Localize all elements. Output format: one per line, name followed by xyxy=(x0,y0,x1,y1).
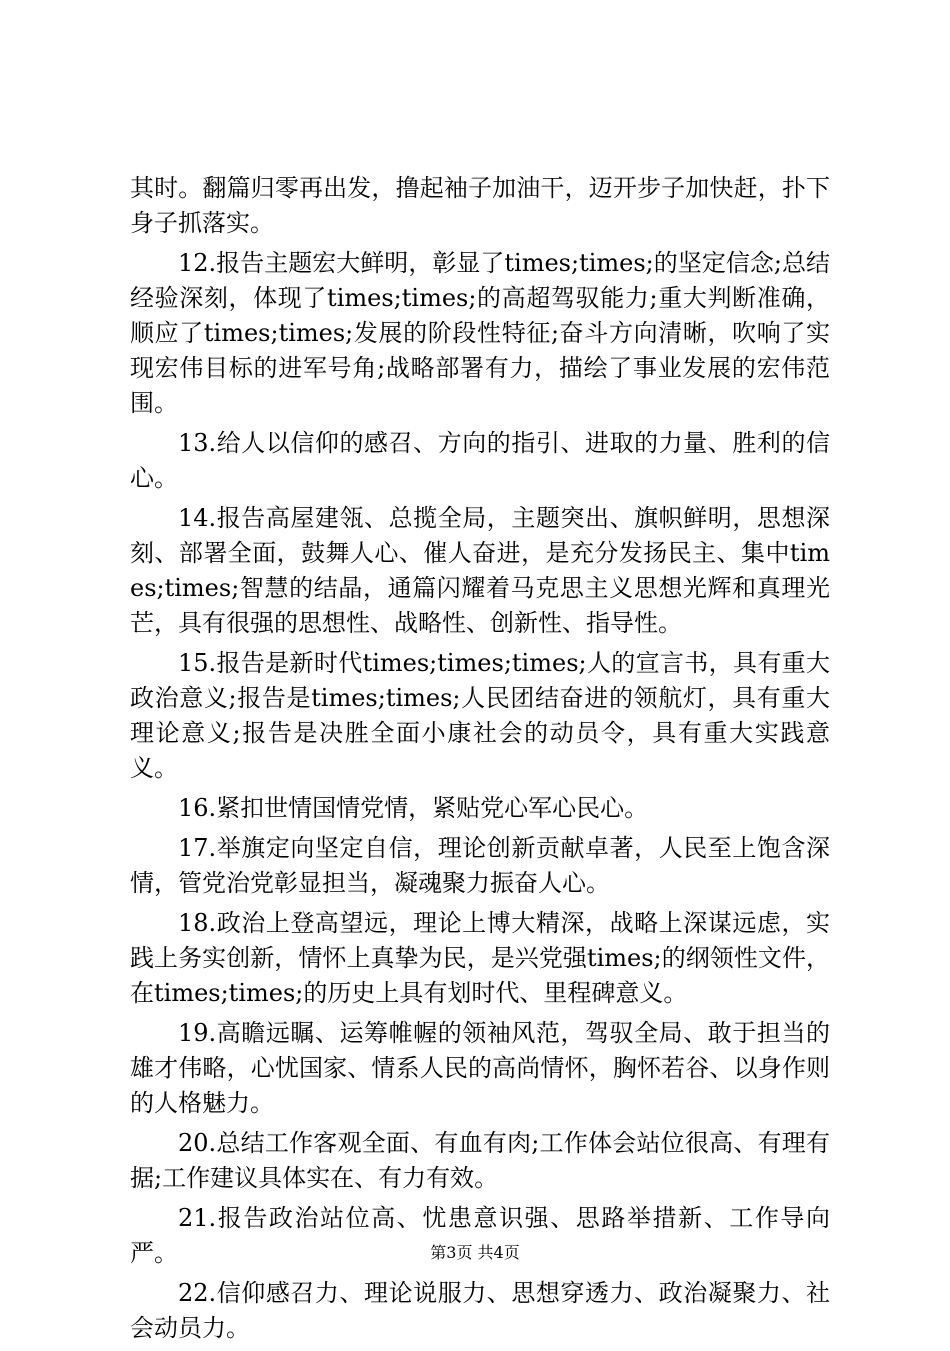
paragraph-item-18: 18.政治上登高望远，理论上博大精深，战略上深谋远虑，实践上务实创新，情怀上真挚为民，是兴党强times;的纲领性文件，在times;times;的历史上具有划时代、里程碑意义。 xyxy=(130,909,830,1007)
paragraph-item-13: 13.给人以信仰的感召、方向的指引、进取的力量、胜利的信心。 xyxy=(130,429,830,492)
page-number-footer: 第3页 共4页 xyxy=(430,1243,520,1262)
paragraph-item-20: 20.总结工作客观全面、有血有肉;工作体会站位很高、有理有据;工作建议具体实在、有力有效。 xyxy=(130,1129,830,1192)
paragraph-item-19: 19.高瞻远瞩、运筹帷幄的领袖风范，驾驭全局、敢于担当的雄才伟略，心忧国家、情系人民的高尚情怀，胸怀若谷、以身作则的人格魅力。 xyxy=(130,1019,830,1117)
paragraph-item-12: 12.报告主题宏大鲜明，彰显了times;times;的坚定信念;总结经验深刻，体现了times;times;的高超驾驭能力;重大判断准确，顺应了times;times;发展的阶段性特征;奋斗方向清晰，吹响了实现宏伟目标的进军号角;战略部署有力，描绘了事业发展的宏伟范围。 xyxy=(130,249,830,417)
paragraph-item-16: 16.紧扣世情国情党情，紧贴党心军心民心。 xyxy=(178,794,649,822)
paragraph-item-22: 22.信仰感召力、理论说服力、思想穿透力、政治凝聚力、社会动员力。 xyxy=(130,1279,830,1342)
paragraph-continuation: 其时。翻篇归零再出发，撸起袖子加油干，迈开步子加快赶，扑下身子抓落实。 xyxy=(130,174,830,237)
paragraph-item-14: 14.报告高屋建瓴、总揽全局，主题突出、旗帜鲜明，思想深刻、部署全面，鼓舞人心、催人奋进，是充分发扬民主、集中times;times;智慧的结晶，通篇闪耀着马克思主义思想光辉和真理光芒，具有很强的思想性、战略性、创新性、指导性。 xyxy=(130,504,830,637)
paragraph-item-15: 15.报告是新时代times;times;times;人的宣言书，具有重大政治意义;报告是times;times;人民团结奋进的领航灯，具有重大理论意义;报告是决胜全面小康社会的动员令，具有重大实践意义。 xyxy=(130,649,830,782)
paragraph-item-21: 21.报告政治站位高、忧患意识强、思路举措新、工作导向严。 xyxy=(130,1204,830,1267)
paragraph-item-17: 17.举旗定向坚定自信，理论创新贡献卓著，人民至上饱含深情，管党治党彰显担当，凝魂聚力振奋人心。 xyxy=(130,834,830,897)
document-body xyxy=(130,171,830,1351)
